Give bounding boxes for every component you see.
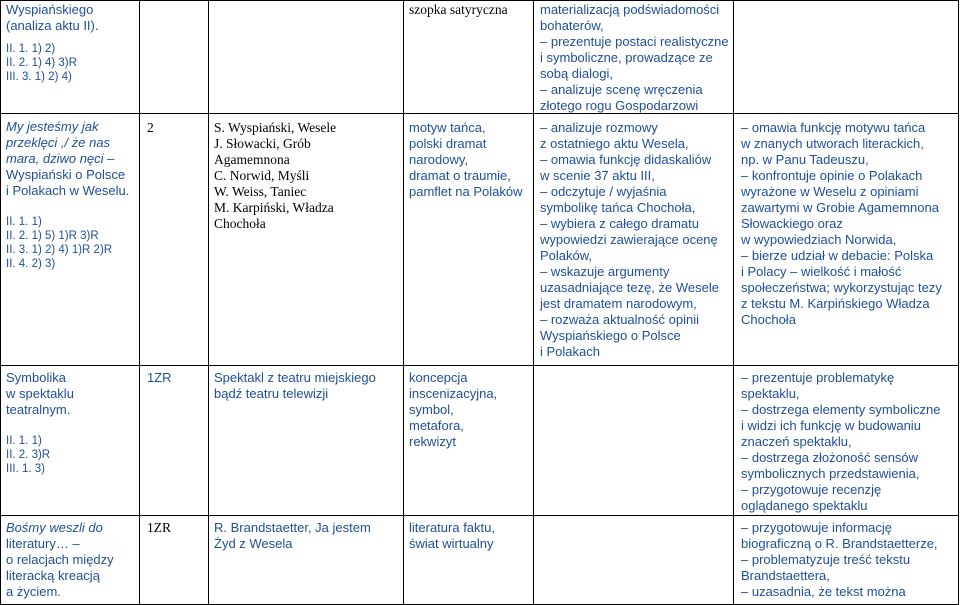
requirement-line: symbolicznych przedstawienia, (741, 466, 920, 481)
topic-line: Wyspiańskiego (6, 2, 94, 17)
hours-count: 2 (147, 120, 154, 135)
requirement-code: II. 4. 2) 3) (6, 258, 56, 270)
requirement-line: – dostrzega złożoność sensów (741, 450, 919, 465)
requirement-line: jest dramatem narodowym, (540, 296, 697, 311)
requirement-line: np. w Panu Tadeuszu, (741, 152, 869, 167)
requirement-code: II. 2. 1) 5) 1)R 3)R (6, 230, 99, 242)
hours-count: 1ZR (147, 370, 172, 385)
concept-line: polski dramat (409, 136, 487, 151)
row-divider (0, 365, 959, 366)
topic-line: My jesteśmy jak (6, 119, 99, 134)
requirement-line: i widzi ich funkcję w budowaniu (741, 418, 921, 433)
requirement-line: – problematyzuje treść tekstu (741, 552, 911, 567)
topic-line: mara, dziwo nęci – (6, 151, 115, 166)
hours-count: 1ZR (147, 520, 172, 535)
brandstaetter-text (214, 520, 402, 552)
requirement-line: i Polakach (540, 344, 600, 359)
requirement-line: – przygotowuje recenzję (741, 482, 882, 497)
topic-line: i Polakach w Weselu. (6, 183, 130, 198)
row-divider (0, 515, 959, 516)
row-divider (0, 113, 959, 114)
topic-line: w spektaklu (6, 386, 74, 401)
requirement-line: bohaterów, (540, 18, 604, 33)
concepts-list (409, 120, 532, 200)
requirement-line: społeczeństwa; wykorzystując tezy (741, 280, 942, 295)
requirements-extended (741, 520, 957, 600)
topic-line: teatralnym. (6, 402, 71, 417)
requirement-line: – prezentuje postaci realistyczne (540, 34, 729, 49)
requirement-code: II. 1. 1) (6, 435, 42, 447)
requirement-line: uzasadniające tezę, że Wesele (540, 280, 719, 295)
topic-line: przeklęci ,/ że nas (6, 135, 111, 150)
topic-line: Wyspiański o Polsce (6, 167, 126, 182)
topic-symbolika (6, 370, 138, 418)
requirements-extended (741, 370, 957, 514)
concept-line: narodowy, (409, 152, 469, 167)
concepts-list (409, 520, 532, 552)
requirement-code: III. 3. 1) 2) 4) (6, 71, 72, 83)
requirement-line: zawartymi w Grobie Agamemnona (741, 200, 939, 215)
requirement-line: – wybiera z całego dramatu (540, 216, 699, 231)
requirement-line: – analizuje scenę wręczenia (540, 82, 703, 97)
spectacle-text (214, 370, 402, 402)
requirement-line: w wypowiedziach Norwida, (741, 232, 897, 247)
requirement-code: II. 2. 1) 4) 3)R (6, 57, 77, 69)
requirement-line: materializacją podświadomości (540, 2, 720, 17)
reading-line: Chochoła (214, 216, 266, 231)
requirement-code: II. 1. 1) 2) (6, 43, 56, 55)
reading-line: W. Weiss, Taniec (214, 184, 307, 199)
reading-line: M. Karpiński, Władza (214, 200, 334, 215)
requirement-line: – prezentuje problematykę (741, 370, 895, 385)
requirement-code: II. 1. 1) (6, 216, 42, 228)
concept-line: koncepcja (409, 370, 468, 385)
requirement-line: – bierze udział w debacie: Polska (741, 248, 934, 263)
requirement-line: – przygotowuje informację (741, 520, 893, 535)
concept-line: pamflet na Polaków (409, 184, 523, 199)
topic-wesele (6, 119, 138, 199)
topic-line: a życiem. (6, 584, 61, 599)
topic-line: (analiza aktu II). (6, 18, 99, 33)
reading-line: S. Wyspiański, Wesele (214, 120, 337, 135)
concept-line: rekwizyt (409, 434, 456, 449)
requirement-line: – analizuje rozmowy (540, 120, 658, 135)
concept-line: symbol, (409, 402, 454, 417)
requirement-line: – dostrzega elementy symboliczne (741, 402, 941, 417)
requirement-line: wypowiedzi zawierające ocenę (540, 232, 718, 247)
concept-line: inscenizacyjna, (409, 386, 498, 401)
requirement-line: Słowackiego oraz (741, 216, 843, 231)
requirement-line: z tekstu M. Karpińskiego Władza (741, 296, 930, 311)
requirement-line: – konfrontuje opinie o Polakach (741, 168, 923, 183)
reading-line: Spektakl z teatru miejskiego (214, 370, 376, 385)
reading-line: bądź teatru telewizji (214, 386, 329, 401)
requirement-line: oglądanego spektaklu (741, 498, 868, 513)
topic-line: literacką kreacją (6, 568, 100, 583)
requirement-line: Polaków, (540, 248, 593, 263)
requirement-line: znaczeń spektaklu, (741, 434, 852, 449)
concept-line: dramat o traumie, (409, 168, 511, 183)
reading-line: R. Brandstaetter, Ja jestem (214, 520, 371, 535)
requirement-line: symbolikę tańca Chochoła, (540, 200, 696, 215)
requirement-line: sobą dialogi, (540, 66, 613, 81)
requirement-line: – rozważa aktualność opinii (540, 312, 699, 327)
topic-literatura (6, 520, 138, 600)
requirement-line: i symboliczne, prowadzące ze (540, 50, 713, 65)
reading-line: Agamemnona (214, 152, 290, 167)
requirement-line: Wyspiańskiego o Polsce (540, 328, 681, 343)
topic-symbolika-codes (6, 434, 138, 476)
requirement-line: i Polacy – wielkość i małość (741, 264, 902, 279)
topic-line: literatury… – (6, 536, 80, 551)
concept-line: metafora, (409, 418, 464, 433)
requirement-line: złotego rogu Gospodarzowi (540, 98, 699, 113)
requirement-line: spektaklu, (741, 386, 800, 401)
requirement-line: w znanych utworach literackich, (741, 136, 924, 151)
requirement-line: Brandstaettera, (741, 568, 830, 583)
concepts-list (409, 370, 532, 450)
concept-line: świat wirtualny (409, 536, 494, 551)
readings-list (214, 120, 402, 232)
topic-line: Symbolika (6, 370, 66, 385)
requirement-line: biograficzną o R. Brandstaetterze, (741, 536, 938, 551)
reading-line: C. Norwid, Myśli (214, 168, 310, 183)
requirement-line: w scenie 37 aktu III, (540, 168, 655, 183)
concept-line: literatura faktu, (409, 520, 495, 535)
topic-wesele-codes (6, 215, 138, 271)
requirement-line: – wskazuje argumenty (540, 264, 670, 279)
topic-line: o relacjach między (6, 552, 114, 567)
concept-top: szopka satyryczna (409, 2, 508, 17)
row-divider (0, 0, 959, 1)
requirement-line: – uzasadnia, że tekst można (741, 584, 906, 599)
requirement-line: – odczytuje / wyjaśnia (540, 184, 667, 199)
requirement-line: – omawia funkcję didaskaliów (540, 152, 712, 167)
requirement-line: – omawia funkcję motywu tańca (741, 120, 926, 135)
requirement-code: III. 1. 3) (6, 463, 45, 475)
requirements-basic (540, 120, 732, 360)
reading-line: J. Słowacki, Grób (214, 136, 311, 151)
topic-continuation (6, 2, 138, 84)
reading-line: Żyd z Wesela (214, 536, 293, 551)
requirement-code: II. 3. 1) 2) 4) 1)R 2)R (6, 244, 113, 256)
requirement-line: z ostatniego aktu Wesela, (540, 136, 689, 151)
requirement-line: wyrażone w Weselu z opiniami (741, 184, 919, 199)
requirements-extended (741, 120, 957, 328)
topic-line: Bośmy weszli do (6, 520, 103, 535)
concept-line: motyw tańca, (409, 120, 486, 135)
requirement-code: II. 2. 3)R (6, 449, 51, 461)
requirement-line: Chochoła (741, 312, 796, 327)
requirements-top (540, 2, 732, 114)
